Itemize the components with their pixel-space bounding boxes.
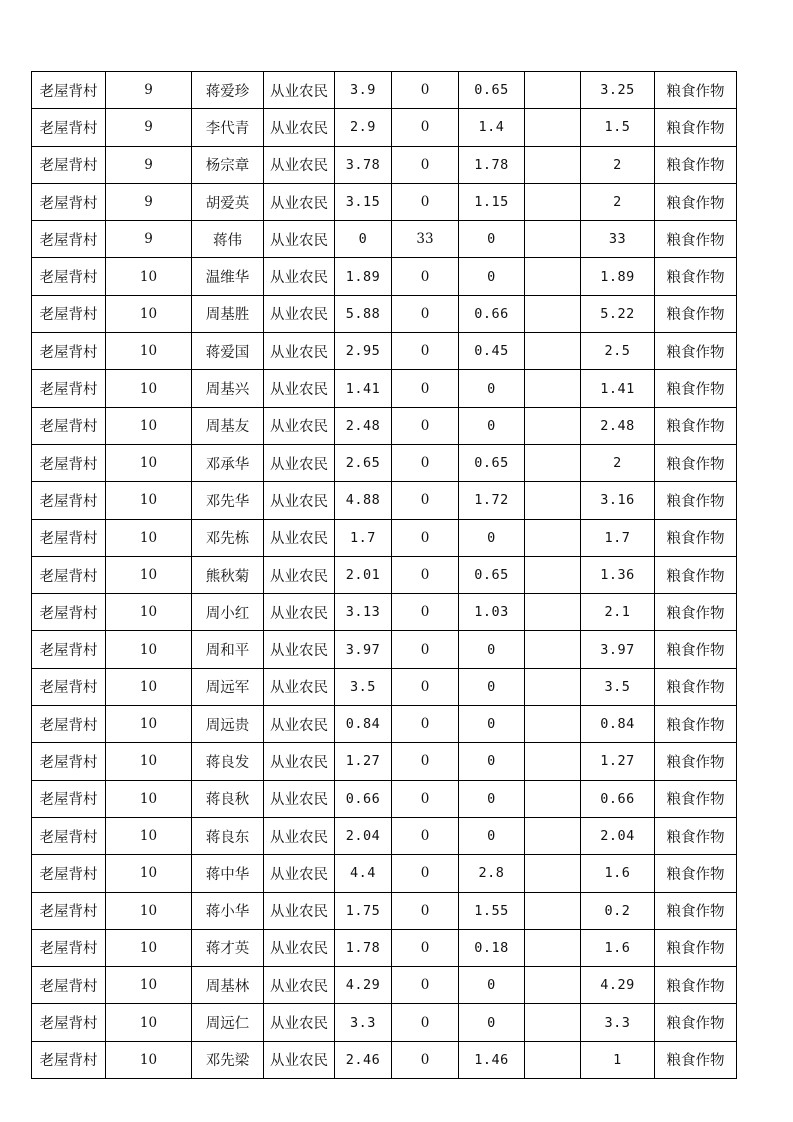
group-cell: 10: [106, 892, 192, 929]
value-cell-7: 0: [459, 631, 525, 668]
value-cell-9: 3.3: [581, 1004, 655, 1041]
name-cell: 周基胜: [192, 295, 264, 332]
value-cell-7: 1.15: [459, 183, 525, 220]
value-cell-8: [525, 1041, 581, 1078]
group-cell: 10: [106, 333, 192, 370]
value-cell-7: 0.18: [459, 929, 525, 966]
village-cell: 老屋背村: [32, 407, 106, 444]
value-cell-8: [525, 706, 581, 743]
value-cell-8: [525, 929, 581, 966]
type-cell: 从业农民: [264, 109, 335, 146]
value-cell-6: 0: [392, 370, 459, 407]
crop-cell: 粮食作物: [655, 556, 737, 593]
value-cell-6: 0: [392, 1041, 459, 1078]
value-cell-5: 3.13: [335, 594, 392, 631]
crop-cell: 粮食作物: [655, 444, 737, 481]
village-cell: 老屋背村: [32, 1004, 106, 1041]
value-cell-9: 2.04: [581, 817, 655, 854]
table-row: [32, 221, 737, 258]
value-cell-7: 0: [459, 780, 525, 817]
table-row: [32, 780, 737, 817]
crop-cell: 粮食作物: [655, 817, 737, 854]
crop-cell: 粮食作物: [655, 519, 737, 556]
value-cell-8: [525, 407, 581, 444]
crop-cell: 粮食作物: [655, 72, 737, 109]
value-cell-8: [525, 519, 581, 556]
table-row: [32, 594, 737, 631]
crop-cell: 粮食作物: [655, 929, 737, 966]
crop-cell: 粮食作物: [655, 146, 737, 183]
village-cell: 老屋背村: [32, 706, 106, 743]
group-cell: 10: [106, 668, 192, 705]
value-cell-7: 0: [459, 668, 525, 705]
village-cell: 老屋背村: [32, 258, 106, 295]
value-cell-9: 1.5: [581, 109, 655, 146]
value-cell-7: 0.65: [459, 556, 525, 593]
group-cell: 10: [106, 519, 192, 556]
group-cell: 10: [106, 295, 192, 332]
village-cell: 老屋背村: [32, 780, 106, 817]
crop-cell: 粮食作物: [655, 183, 737, 220]
crop-cell: 粮食作物: [655, 967, 737, 1004]
table-row: [32, 743, 737, 780]
group-cell: 10: [106, 631, 192, 668]
crop-cell: 粮食作物: [655, 333, 737, 370]
value-cell-8: [525, 780, 581, 817]
value-cell-6: 0: [392, 109, 459, 146]
value-cell-9: 2.48: [581, 407, 655, 444]
table-row: [32, 482, 737, 519]
value-cell-6: 0: [392, 594, 459, 631]
name-cell: 周和平: [192, 631, 264, 668]
value-cell-5: 0.84: [335, 706, 392, 743]
group-cell: 10: [106, 407, 192, 444]
value-cell-9: 0.84: [581, 706, 655, 743]
table-row: [32, 967, 737, 1004]
type-cell: 从业农民: [264, 333, 335, 370]
type-cell: 从业农民: [264, 967, 335, 1004]
value-cell-8: [525, 72, 581, 109]
village-cell: 老屋背村: [32, 556, 106, 593]
value-cell-6: 0: [392, 72, 459, 109]
crop-cell: 粮食作物: [655, 295, 737, 332]
group-cell: 10: [106, 594, 192, 631]
value-cell-6: 0: [392, 855, 459, 892]
value-cell-7: 0: [459, 817, 525, 854]
village-cell: 老屋背村: [32, 817, 106, 854]
type-cell: 从业农民: [264, 482, 335, 519]
table-row: [32, 668, 737, 705]
value-cell-6: 0: [392, 668, 459, 705]
value-cell-5: 1.78: [335, 929, 392, 966]
value-cell-6: 0: [392, 967, 459, 1004]
value-cell-9: 2: [581, 444, 655, 481]
value-cell-8: [525, 333, 581, 370]
name-cell: 李代青: [192, 109, 264, 146]
table-row: [32, 929, 737, 966]
value-cell-7: 0: [459, 967, 525, 1004]
value-cell-8: [525, 668, 581, 705]
type-cell: 从业农民: [264, 668, 335, 705]
value-cell-5: 2.95: [335, 333, 392, 370]
type-cell: 从业农民: [264, 146, 335, 183]
type-cell: 从业农民: [264, 631, 335, 668]
crop-cell: 粮食作物: [655, 258, 737, 295]
village-cell: 老屋背村: [32, 72, 106, 109]
value-cell-8: [525, 855, 581, 892]
value-cell-5: 2.01: [335, 556, 392, 593]
crop-cell: 粮食作物: [655, 1041, 737, 1078]
type-cell: 从业农民: [264, 780, 335, 817]
value-cell-9: 0.2: [581, 892, 655, 929]
village-cell: 老屋背村: [32, 668, 106, 705]
value-cell-9: 3.16: [581, 482, 655, 519]
name-cell: 蒋才英: [192, 929, 264, 966]
value-cell-9: 1: [581, 1041, 655, 1078]
village-cell: 老屋背村: [32, 892, 106, 929]
crop-cell: 粮食作物: [655, 855, 737, 892]
value-cell-8: [525, 370, 581, 407]
group-cell: 10: [106, 817, 192, 854]
village-cell: 老屋背村: [32, 146, 106, 183]
value-cell-6: 0: [392, 556, 459, 593]
value-cell-9: 3.25: [581, 72, 655, 109]
type-cell: 从业农民: [264, 892, 335, 929]
value-cell-8: [525, 258, 581, 295]
value-cell-6: 0: [392, 743, 459, 780]
group-cell: 10: [106, 929, 192, 966]
crop-cell: 粮食作物: [655, 706, 737, 743]
table-row: [32, 892, 737, 929]
value-cell-5: 1.7: [335, 519, 392, 556]
value-cell-6: 0: [392, 706, 459, 743]
group-cell: 9: [106, 221, 192, 258]
name-cell: 杨宗章: [192, 146, 264, 183]
type-cell: 从业农民: [264, 743, 335, 780]
value-cell-7: 1.78: [459, 146, 525, 183]
table-row: [32, 519, 737, 556]
group-cell: 10: [106, 444, 192, 481]
type-cell: 从业农民: [264, 1041, 335, 1078]
village-cell: 老屋背村: [32, 482, 106, 519]
value-cell-8: [525, 967, 581, 1004]
value-cell-7: 0: [459, 221, 525, 258]
value-cell-9: 1.27: [581, 743, 655, 780]
value-cell-9: 5.22: [581, 295, 655, 332]
value-cell-9: 2: [581, 146, 655, 183]
table-row: [32, 407, 737, 444]
group-cell: 10: [106, 1041, 192, 1078]
value-cell-7: 0: [459, 258, 525, 295]
value-cell-9: 33: [581, 221, 655, 258]
village-cell: 老屋背村: [32, 183, 106, 220]
village-cell: 老屋背村: [32, 333, 106, 370]
value-cell-5: 1.75: [335, 892, 392, 929]
name-cell: 蒋良秋: [192, 780, 264, 817]
value-cell-7: 0: [459, 519, 525, 556]
type-cell: 从业农民: [264, 929, 335, 966]
type-cell: 从业农民: [264, 519, 335, 556]
crop-cell: 粮食作物: [655, 407, 737, 444]
name-cell: 蒋小华: [192, 892, 264, 929]
value-cell-8: [525, 146, 581, 183]
crop-cell: 粮食作物: [655, 370, 737, 407]
table-row: [32, 444, 737, 481]
value-cell-9: 1.7: [581, 519, 655, 556]
crop-cell: 粮食作物: [655, 1004, 737, 1041]
value-cell-9: 2: [581, 183, 655, 220]
table-row: [32, 1004, 737, 1041]
value-cell-5: 3.3: [335, 1004, 392, 1041]
type-cell: 从业农民: [264, 295, 335, 332]
name-cell: 邓承华: [192, 444, 264, 481]
name-cell: 周远仁: [192, 1004, 264, 1041]
table-row: [32, 146, 737, 183]
village-cell: 老屋背村: [32, 631, 106, 668]
table-row: [32, 333, 737, 370]
name-cell: 蒋良东: [192, 817, 264, 854]
table-row: [32, 706, 737, 743]
crop-cell: 粮食作物: [655, 743, 737, 780]
value-cell-7: 0: [459, 1004, 525, 1041]
value-cell-9: 2.1: [581, 594, 655, 631]
group-cell: 9: [106, 109, 192, 146]
name-cell: 胡爱英: [192, 183, 264, 220]
group-cell: 10: [106, 258, 192, 295]
value-cell-9: 3.97: [581, 631, 655, 668]
village-cell: 老屋背村: [32, 967, 106, 1004]
value-cell-8: [525, 482, 581, 519]
village-cell: 老屋背村: [32, 370, 106, 407]
value-cell-6: 0: [392, 407, 459, 444]
value-cell-5: 3.97: [335, 631, 392, 668]
group-cell: 10: [106, 1004, 192, 1041]
value-cell-5: 1.89: [335, 258, 392, 295]
value-cell-9: 1.36: [581, 556, 655, 593]
type-cell: 从业农民: [264, 855, 335, 892]
value-cell-7: 0.66: [459, 295, 525, 332]
table-row: [32, 631, 737, 668]
value-cell-6: 0: [392, 333, 459, 370]
name-cell: 周远军: [192, 668, 264, 705]
value-cell-8: [525, 1004, 581, 1041]
value-cell-7: 0.65: [459, 444, 525, 481]
value-cell-7: 1.55: [459, 892, 525, 929]
crop-cell: 粮食作物: [655, 482, 737, 519]
value-cell-5: 1.41: [335, 370, 392, 407]
value-cell-8: [525, 221, 581, 258]
type-cell: 从业农民: [264, 556, 335, 593]
value-cell-8: [525, 594, 581, 631]
value-cell-8: [525, 817, 581, 854]
value-cell-7: 1.4: [459, 109, 525, 146]
value-cell-6: 0: [392, 482, 459, 519]
value-cell-8: [525, 444, 581, 481]
value-cell-9: 1.89: [581, 258, 655, 295]
group-cell: 9: [106, 183, 192, 220]
table-row: [32, 855, 737, 892]
type-cell: 从业农民: [264, 183, 335, 220]
value-cell-5: 1.27: [335, 743, 392, 780]
group-cell: 9: [106, 146, 192, 183]
value-cell-5: 4.4: [335, 855, 392, 892]
value-cell-6: 0: [392, 929, 459, 966]
table-row: [32, 1041, 737, 1078]
crop-cell: 粮食作物: [655, 631, 737, 668]
value-cell-5: 2.46: [335, 1041, 392, 1078]
table-row: [32, 817, 737, 854]
name-cell: 邓先梁: [192, 1041, 264, 1078]
crop-cell: 粮食作物: [655, 221, 737, 258]
value-cell-9: 1.41: [581, 370, 655, 407]
group-cell: 10: [106, 482, 192, 519]
value-cell-6: 0: [392, 892, 459, 929]
value-cell-9: 0.66: [581, 780, 655, 817]
crop-cell: 粮食作物: [655, 780, 737, 817]
value-cell-5: 5.88: [335, 295, 392, 332]
value-cell-6: 0: [392, 258, 459, 295]
table-row: [32, 109, 737, 146]
value-cell-7: 1.72: [459, 482, 525, 519]
type-cell: 从业农民: [264, 594, 335, 631]
value-cell-7: 1.46: [459, 1041, 525, 1078]
value-cell-9: 2.5: [581, 333, 655, 370]
value-cell-6: 0: [392, 631, 459, 668]
village-cell: 老屋背村: [32, 519, 106, 556]
value-cell-7: 2.8: [459, 855, 525, 892]
name-cell: 蒋爱国: [192, 333, 264, 370]
value-cell-5: 4.88: [335, 482, 392, 519]
value-cell-9: 4.29: [581, 967, 655, 1004]
name-cell: 蒋中华: [192, 855, 264, 892]
value-cell-7: 1.03: [459, 594, 525, 631]
value-cell-7: 0.45: [459, 333, 525, 370]
name-cell: 蒋爱珍: [192, 72, 264, 109]
name-cell: 周远贵: [192, 706, 264, 743]
value-cell-5: 3.5: [335, 668, 392, 705]
group-cell: 10: [106, 743, 192, 780]
crop-cell: 粮食作物: [655, 892, 737, 929]
village-cell: 老屋背村: [32, 855, 106, 892]
value-cell-6: 0: [392, 444, 459, 481]
value-cell-8: [525, 631, 581, 668]
value-cell-5: 2.65: [335, 444, 392, 481]
name-cell: 温维华: [192, 258, 264, 295]
type-cell: 从业农民: [264, 706, 335, 743]
value-cell-6: 0: [392, 1004, 459, 1041]
value-cell-6: 33: [392, 221, 459, 258]
name-cell: 邓先栋: [192, 519, 264, 556]
value-cell-6: 0: [392, 183, 459, 220]
group-cell: 10: [106, 967, 192, 1004]
value-cell-8: [525, 743, 581, 780]
group-cell: 10: [106, 855, 192, 892]
village-cell: 老屋背村: [32, 1041, 106, 1078]
value-cell-8: [525, 295, 581, 332]
group-cell: 10: [106, 780, 192, 817]
village-cell: 老屋背村: [32, 743, 106, 780]
value-cell-6: 0: [392, 519, 459, 556]
value-cell-5: 3.15: [335, 183, 392, 220]
group-cell: 9: [106, 72, 192, 109]
name-cell: 周基友: [192, 407, 264, 444]
type-cell: 从业农民: [264, 1004, 335, 1041]
group-cell: 10: [106, 556, 192, 593]
value-cell-5: 2.04: [335, 817, 392, 854]
table-row: [32, 72, 737, 109]
village-cell: 老屋背村: [32, 295, 106, 332]
value-cell-7: 0: [459, 407, 525, 444]
crop-cell: 粮食作物: [655, 109, 737, 146]
village-cell: 老屋背村: [32, 444, 106, 481]
table-row: [32, 295, 737, 332]
name-cell: 蒋良发: [192, 743, 264, 780]
value-cell-8: [525, 183, 581, 220]
group-cell: 10: [106, 706, 192, 743]
name-cell: 邓先华: [192, 482, 264, 519]
value-cell-9: 1.6: [581, 855, 655, 892]
crop-cell: 粮食作物: [655, 668, 737, 705]
value-cell-6: 0: [392, 817, 459, 854]
table-row: [32, 258, 737, 295]
value-cell-7: 0: [459, 370, 525, 407]
type-cell: 从业农民: [264, 407, 335, 444]
type-cell: 从业农民: [264, 221, 335, 258]
village-cell: 老屋背村: [32, 929, 106, 966]
value-cell-7: 0.65: [459, 72, 525, 109]
type-cell: 从业农民: [264, 258, 335, 295]
table-row: [32, 183, 737, 220]
type-cell: 从业农民: [264, 817, 335, 854]
value-cell-7: 0: [459, 743, 525, 780]
table-row: [32, 370, 737, 407]
value-cell-5: 0: [335, 221, 392, 258]
value-cell-5: 4.29: [335, 967, 392, 1004]
value-cell-5: 2.48: [335, 407, 392, 444]
type-cell: 从业农民: [264, 72, 335, 109]
value-cell-6: 0: [392, 146, 459, 183]
value-cell-5: 0.66: [335, 780, 392, 817]
value-cell-5: 2.9: [335, 109, 392, 146]
village-cell: 老屋背村: [32, 221, 106, 258]
name-cell: 周小红: [192, 594, 264, 631]
name-cell: 周基林: [192, 967, 264, 1004]
value-cell-8: [525, 109, 581, 146]
value-cell-8: [525, 892, 581, 929]
village-cell: 老屋背村: [32, 109, 106, 146]
type-cell: 从业农民: [264, 370, 335, 407]
value-cell-5: 3.78: [335, 146, 392, 183]
name-cell: 周基兴: [192, 370, 264, 407]
name-cell: 蒋伟: [192, 221, 264, 258]
table-row: [32, 556, 737, 593]
value-cell-6: 0: [392, 295, 459, 332]
value-cell-6: 0: [392, 780, 459, 817]
type-cell: 从业农民: [264, 444, 335, 481]
farmer-land-table: [31, 71, 737, 1079]
village-cell: 老屋背村: [32, 594, 106, 631]
value-cell-7: 0: [459, 706, 525, 743]
name-cell: 熊秋菊: [192, 556, 264, 593]
value-cell-8: [525, 556, 581, 593]
value-cell-9: 1.6: [581, 929, 655, 966]
value-cell-9: 3.5: [581, 668, 655, 705]
group-cell: 10: [106, 370, 192, 407]
table-body: [32, 72, 737, 1079]
value-cell-5: 3.9: [335, 72, 392, 109]
crop-cell: 粮食作物: [655, 594, 737, 631]
